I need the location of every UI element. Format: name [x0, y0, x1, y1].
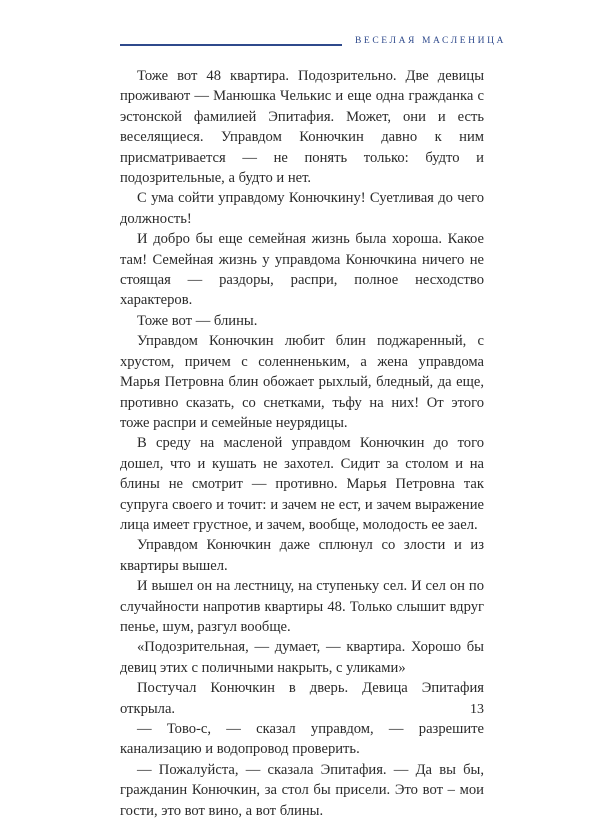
body-text [120, 66, 484, 821]
paragraph: «Подозрительная, — думает, — квартира. Хорошо бы девиц этих с поличными накрыть, с уликами» [120, 639, 484, 676]
paragraph: Управдом Конючкин даже сплюнул со злости и из квартиры вышел. [120, 537, 484, 574]
paragraph: Тоже вот 48 квартира. Подозрительно. Две девицы проживают — Манюшка Челькис и еще одна гражданка с эстонской фамилией Эпитафия. Может, они и есть веселящиеся. Управдом Конючкин давно к ним присматривается — не понять только: будто и подозрительные, а будто и нет. [120, 68, 484, 187]
paragraph: — Тово-с, — сказал управдом, — разрешите канализацию и водопровод проверить. [120, 721, 484, 758]
paragraph: Тоже вот — блины. [137, 312, 258, 329]
paragraph: И добро бы еще семейная жизнь была хороша. Какое там! Семейная жизнь у управдома Конючкина ничего не стоящая — раздоры, распри, полное несходство характеров. [120, 231, 484, 309]
paragraph: — Пожалуйста, — сказала Эпитафия. — Да вы бы, гражданин Конючкин, за стол бы присели. Это вот – мои гости, это вот вино, а вот блины. [120, 761, 484, 819]
running-head: ВЕСЕЛАЯ МАСЛЕНИЦА [355, 36, 506, 46]
header-rule [120, 44, 342, 46]
paragraph: И вышел он на лестницу, на ступеньку сел. И сел он по случайности напротив квартиры 48. Только слышит вдруг пенье, шум, разгул вообще. [120, 578, 484, 635]
paragraph: Постучал Конючкин в дверь. Девица Эпитафия открыла. [120, 680, 484, 717]
paragraph: Управдом Конючкин любит блин поджаренный, с хрустом, причем с соленненьким, а жена управдома Марья Петровна блин обожает рыхлый, бледный, да еще, противно сказать, со снетками, тьфу на них! От этого тоже распри и семейные неурядицы. [120, 333, 484, 431]
page-number: 13 [470, 702, 484, 717]
paragraph: В среду на масленой управдом Конючкин до того дошел, что и кушать не захотел. Сидит за столом и на блины не смотрит — противно. Марья Петровна так супруга своего и точит: и зачем не ест, и зачем выражение лица имеет грустное, и зачем, вообще, молодость ее заел. [120, 435, 484, 533]
paragraph: С ума сойти управдому Конючкину! Суетливая до чего должность! [120, 190, 484, 227]
